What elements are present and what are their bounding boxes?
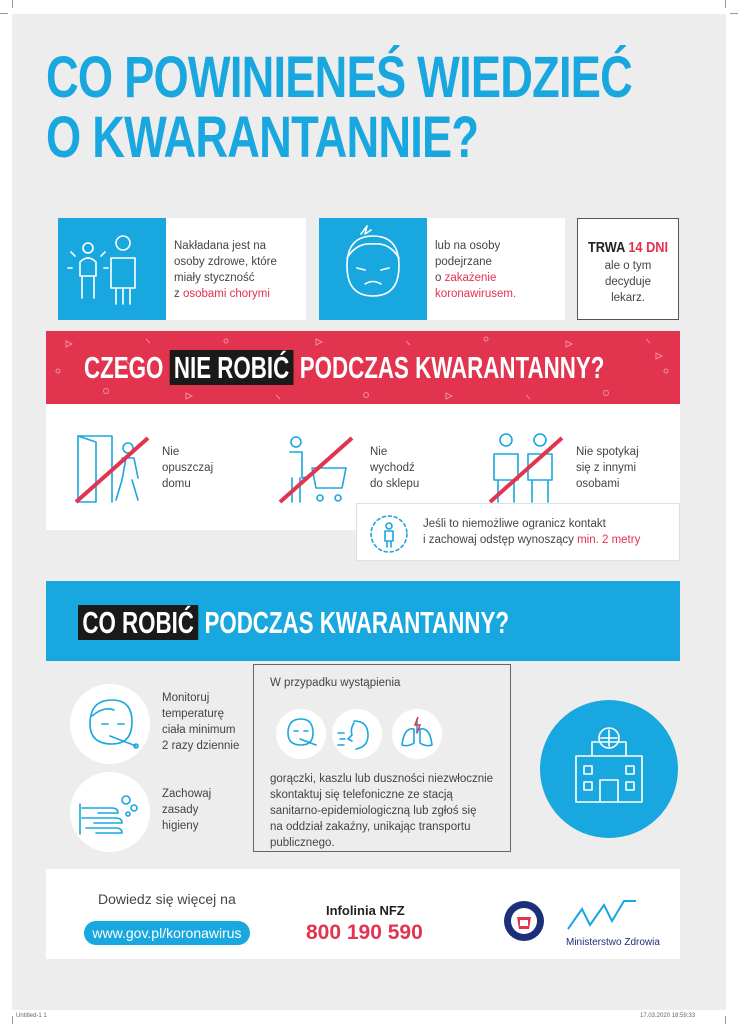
crop-mark (12, 1016, 13, 1024)
info-card-suspected (319, 218, 565, 320)
hotline-label: Infolinia NFZ (326, 903, 405, 918)
fever-face-icon (276, 709, 326, 759)
footer (46, 869, 680, 959)
hand-washing-icon (70, 772, 150, 852)
distance-person-icon (367, 512, 411, 556)
symptoms-box (253, 664, 511, 852)
crop-mark (725, 0, 726, 8)
meeting-people-crossed-icon (486, 428, 566, 508)
symptoms-text: gorączki, kaszlu lub duszności niezwłocznie skontaktuj się telefoniczne ze stacją sanitarno-epidemiologiczną lub zgłoś się na oddział zakaźny, unikając transportu publicznego. (270, 773, 494, 849)
icon-box (58, 218, 166, 320)
dont-banner-title: CZEGO NIE ROBIĆ PODCZAS KWARANTANNY? (84, 350, 605, 385)
crop-mark (725, 1016, 726, 1024)
contact-note-text: Jeśli to niemożliwe ogranicz kontakt i zachowaj odstęp wynoszący min. 2 metry (423, 518, 641, 546)
ministry-logo (566, 899, 638, 933)
duration-box: TRWA 14 DNI ale o tym decyduje lekarz. (577, 218, 679, 320)
dont-item-text: Nie wychodź do sklepu (370, 446, 420, 490)
do-item-text: Zachowaj zasady higieny (162, 788, 212, 832)
crop-mark (0, 13, 8, 14)
website-link[interactable]: www.gov.pl/koronawirus (84, 921, 250, 945)
hospital-circle (540, 700, 678, 838)
do-banner (46, 581, 680, 661)
title-line-1: CO POWINIENEŚ WIEDZIEĆ (46, 45, 633, 110)
info-card-text: Nakładana jest na osoby zdrowe, które miały styczność z osobami chorymi (174, 240, 277, 300)
title-line-2: O KWARANTANNIE? (46, 105, 479, 170)
highlight-text: zakażenie (444, 272, 497, 284)
print-slug-left: Untitled-1 1 (16, 1013, 47, 1019)
breathing-circle (392, 709, 442, 759)
shopping-cart-crossed-icon (274, 428, 354, 508)
duration-heading: TRWA 14 DNI (587, 239, 669, 256)
page-title (46, 45, 633, 170)
leave-home-crossed-icon (72, 428, 152, 508)
dont-item-text: Nie spotykaj się z innymi osobami (576, 446, 639, 490)
hotline-number[interactable]: 800 190 590 (306, 921, 423, 944)
sick-face-icon (319, 218, 427, 320)
cough-icon (332, 709, 382, 759)
banner-highlight: NIE ROBIĆ (170, 350, 294, 385)
dont-item-text: Nie opuszczaj domu (162, 446, 214, 490)
print-slug-right: 17.03.2020 18:59:33 (640, 1013, 696, 1019)
lungs-icon (392, 709, 442, 759)
cough-circle (332, 709, 382, 759)
do-banner-title: CO ROBIĆ PODCZAS KWARANTANNY? (78, 603, 509, 643)
highlight-text: min. 2 metry (577, 534, 641, 546)
ministry-name: Ministerstwo Zdrowia (566, 937, 660, 948)
crop-mark (12, 0, 13, 8)
icon-box (319, 218, 427, 320)
info-card-text: lub na osoby podejrzane o zakażenie koronawirusem. (435, 238, 561, 302)
banner-highlight: CO ROBIĆ (78, 605, 198, 640)
do-item-text: Monitoruj temperaturę ciała minimum 2 razy dziennie (162, 692, 240, 752)
hospital-icon (540, 700, 678, 838)
people-contact-icon (58, 218, 166, 320)
hygiene-circle (70, 772, 150, 852)
symptoms-heading: W przypadku wystąpienia (270, 677, 401, 689)
thermometer-face-icon (70, 684, 150, 764)
highlight-text: osobami chorymi (182, 288, 270, 300)
highlight-text: koronawirusem. (435, 288, 517, 300)
info-card-contact (58, 218, 306, 320)
thermometer-circle (70, 684, 150, 764)
dont-banner (46, 331, 680, 404)
learn-more-label: Dowiedz się więcej na (98, 891, 236, 907)
contact-note (356, 503, 680, 561)
sanepid-logo (502, 899, 546, 943)
fever-circle (276, 709, 326, 759)
crop-mark (730, 13, 738, 14)
